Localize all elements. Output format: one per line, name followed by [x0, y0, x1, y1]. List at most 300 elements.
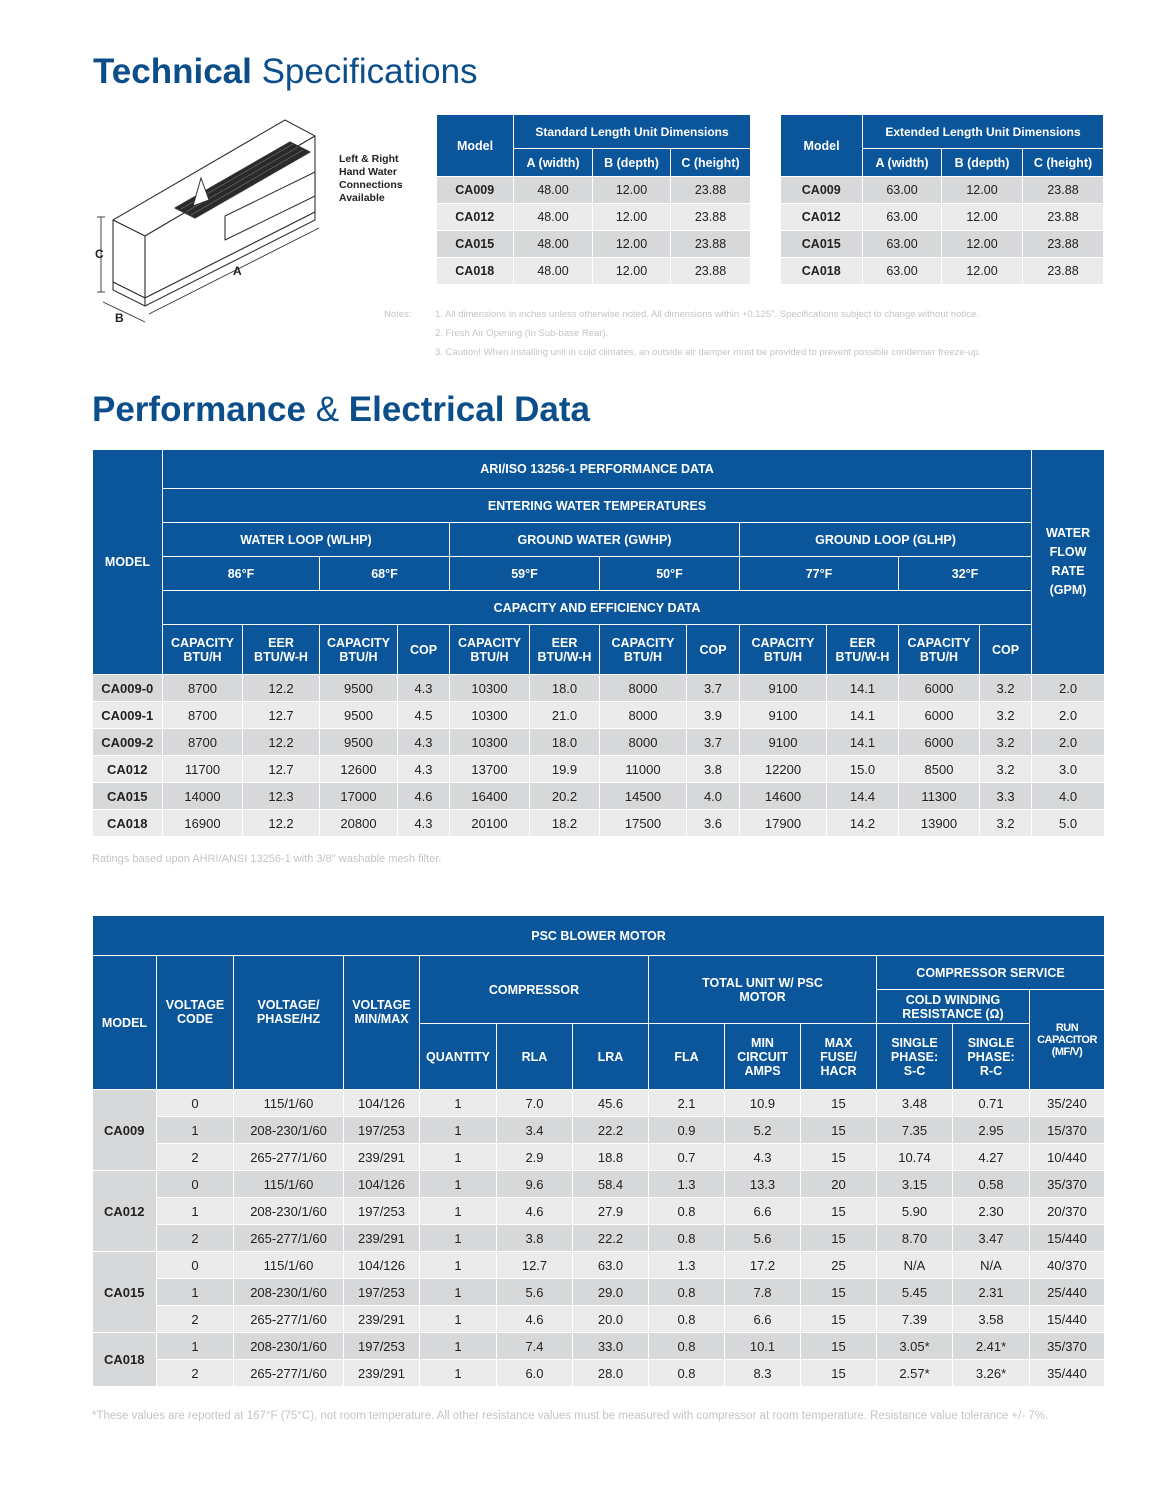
cell: 4.6	[497, 1306, 573, 1333]
subheader-line: CAPACITY	[751, 635, 815, 650]
cell: 8700	[163, 702, 243, 729]
cell: 1	[420, 1279, 497, 1306]
cell: 208-230/1/60	[234, 1198, 344, 1225]
cell: 15	[801, 1333, 877, 1360]
temp-header: 59°F	[450, 557, 600, 591]
cell: 40/370	[1030, 1252, 1105, 1279]
callout-line: Connections	[339, 179, 403, 191]
cell: 12.00	[593, 204, 671, 231]
cell: 25/440	[1030, 1279, 1105, 1306]
table-row	[93, 1360, 1105, 1387]
cell: 4.6	[497, 1198, 573, 1225]
cell: 20	[801, 1171, 877, 1198]
cop-subheader: COP	[980, 625, 1032, 675]
cell: 0	[157, 1090, 234, 1117]
title-light: Specifications	[251, 52, 478, 91]
performance-electrical-title	[92, 390, 590, 430]
model-cell: CA018	[93, 1333, 157, 1387]
cell: 20800	[320, 810, 398, 837]
cell: 3.58	[953, 1306, 1030, 1333]
subheader-line: EER	[551, 635, 578, 650]
subheader-line: CAPACITY	[458, 635, 521, 650]
cell: 3.48	[877, 1090, 953, 1117]
model-cell: CA009-1	[93, 702, 163, 729]
cell: 0.9	[649, 1117, 725, 1144]
cell: 10300	[450, 702, 530, 729]
cell: 1	[420, 1360, 497, 1387]
cell: CA009	[437, 177, 514, 204]
subheader-line: CAPACITY	[611, 635, 675, 650]
cell: 5.0	[1032, 810, 1105, 837]
run-capacitor-header: RUN CAPACITOR (MF/V)	[1030, 990, 1105, 1090]
cell: 2	[157, 1225, 234, 1252]
cell: 48.00	[514, 258, 593, 285]
extended-dimensions-header: Extended Length Unit Dimensions	[863, 115, 1104, 149]
cell: 23.88	[1023, 177, 1104, 204]
cell: 20.0	[573, 1306, 649, 1333]
standard-length-dimensions-table	[436, 114, 751, 285]
cell: 3.8	[687, 756, 740, 783]
lra-header: LRA	[573, 1024, 649, 1090]
subheader-line: CAPACITY	[327, 635, 390, 650]
subheader-line: BTU/W-H	[835, 649, 890, 664]
notes-label: Notes:	[384, 309, 412, 320]
cell: 115/1/60	[234, 1171, 344, 1198]
table-row	[93, 702, 1105, 729]
cell: 1	[157, 1198, 234, 1225]
temp-header: 50°F	[600, 557, 740, 591]
subheader-line: BTU/W-H	[537, 649, 592, 664]
cell: 0.8	[649, 1306, 725, 1333]
ground-loop-header: GROUND LOOP (GLHP)	[740, 523, 1032, 557]
cell: 1	[157, 1333, 234, 1360]
quantity-header: QUANTITY	[420, 1024, 497, 1090]
cell: 14600	[740, 783, 827, 810]
cop-subheader: COP	[687, 625, 740, 675]
cell: 15/440	[1030, 1225, 1105, 1252]
table-row	[93, 756, 1105, 783]
cell: 6000	[899, 702, 980, 729]
table-row	[781, 231, 1104, 258]
cell: 3.2	[980, 756, 1032, 783]
title-bold-1: Performance	[92, 390, 306, 429]
temp-header: 86°F	[163, 557, 320, 591]
cell: 115/1/60	[234, 1090, 344, 1117]
voltage-code-header: VOLTAGE CODE	[157, 956, 234, 1090]
eer-subheader	[530, 625, 600, 675]
cell: 8000	[600, 675, 687, 702]
cell: 1	[420, 1333, 497, 1360]
cell: 35/370	[1030, 1171, 1105, 1198]
table-row	[781, 177, 1104, 204]
cell: 14.4	[827, 783, 899, 810]
cell: 3.3	[980, 783, 1032, 810]
cell: 14000	[163, 783, 243, 810]
cell: 23.88	[671, 204, 751, 231]
cell: 239/291	[344, 1225, 420, 1252]
cell: 4.3	[398, 810, 450, 837]
total-unit-header: TOTAL UNIT W/ PSC MOTOR	[649, 956, 877, 1024]
subheader-line: EER	[849, 635, 876, 650]
cell: 7.8	[725, 1279, 801, 1306]
cell: 1	[420, 1198, 497, 1225]
eer-subheader	[243, 625, 320, 675]
table-row	[437, 258, 751, 285]
cell: 7.39	[877, 1306, 953, 1333]
cell: 8.3	[725, 1360, 801, 1387]
cell: 15/370	[1030, 1117, 1105, 1144]
cell: 12.2	[243, 675, 320, 702]
cell: 18.8	[573, 1144, 649, 1171]
cell: 17500	[600, 810, 687, 837]
cell: 7.35	[877, 1117, 953, 1144]
cell: CA012	[781, 204, 863, 231]
cell: 12.7	[243, 756, 320, 783]
cell: 2.31	[953, 1279, 1030, 1306]
cell: 22.2	[573, 1225, 649, 1252]
subheader-line: BTU/W-H	[254, 649, 308, 664]
cell: 6.6	[725, 1306, 801, 1333]
cell: 14.2	[827, 810, 899, 837]
table-row	[93, 675, 1105, 702]
table-row	[93, 1252, 1105, 1279]
model-cell: CA012	[93, 756, 163, 783]
cell: 2.0	[1032, 702, 1105, 729]
capacity-efficiency-header: CAPACITY AND EFFICIENCY DATA	[163, 591, 1032, 625]
cell: 5.6	[725, 1225, 801, 1252]
cell: 29.0	[573, 1279, 649, 1306]
cell: 17900	[740, 810, 827, 837]
col-b-depth: B (depth)	[593, 149, 671, 177]
cell: 3.7	[687, 675, 740, 702]
cell: 48.00	[514, 204, 593, 231]
cell: 12.00	[942, 258, 1023, 285]
cell: 1	[157, 1279, 234, 1306]
cell: 9100	[740, 729, 827, 756]
single-phase-rc-header: SINGLE PHASE: R-C	[953, 1024, 1030, 1090]
cell: 12.00	[593, 177, 671, 204]
cell: 1	[420, 1252, 497, 1279]
cell: 1	[420, 1117, 497, 1144]
cell: 265-277/1/60	[234, 1144, 344, 1171]
cell: 3.2	[980, 729, 1032, 756]
cell: 3.26*	[953, 1360, 1030, 1387]
cell: 13900	[899, 810, 980, 837]
ari-header: ARI/ISO 13256-1 PERFORMANCE DATA	[163, 450, 1032, 489]
cell: 3.4	[497, 1117, 573, 1144]
cell: 12600	[320, 756, 398, 783]
cell: 197/253	[344, 1198, 420, 1225]
col-b-depth: B (depth)	[942, 149, 1023, 177]
cell: 10/440	[1030, 1144, 1105, 1171]
capacity-subheader	[450, 625, 530, 675]
cell: 5.90	[877, 1198, 953, 1225]
cell: CA018	[437, 258, 514, 285]
table-row	[93, 1171, 1105, 1198]
model-cell: CA009	[93, 1090, 157, 1171]
cell: 4.0	[1032, 783, 1105, 810]
cell: 10.9	[725, 1090, 801, 1117]
cell: 208-230/1/60	[234, 1333, 344, 1360]
cell: 10300	[450, 729, 530, 756]
cell: 3.47	[953, 1225, 1030, 1252]
cell: 11300	[899, 783, 980, 810]
model-header: Model	[781, 115, 863, 177]
note-line: 3. Caution! When installing unit in cold climates, an outside air damper must be provided to prevent possible condenser freeze-up.	[435, 347, 982, 358]
model-cell: CA018	[93, 810, 163, 837]
cell: 208-230/1/60	[234, 1279, 344, 1306]
technical-specifications-title	[93, 52, 478, 92]
cell: 14.1	[827, 702, 899, 729]
cell: 2.0	[1032, 729, 1105, 756]
cell: 7.4	[497, 1333, 573, 1360]
cell: 13700	[450, 756, 530, 783]
cell: 6.0	[497, 1360, 573, 1387]
model-cell: CA015	[93, 1252, 157, 1333]
cell: 20100	[450, 810, 530, 837]
cell: 2.0	[1032, 675, 1105, 702]
cell: 2.41*	[953, 1333, 1030, 1360]
capacity-subheader	[740, 625, 827, 675]
cell: 63.00	[863, 204, 942, 231]
cell: 3.2	[980, 810, 1032, 837]
cell: 5.2	[725, 1117, 801, 1144]
cell: 0.8	[649, 1360, 725, 1387]
model-cell: CA015	[93, 783, 163, 810]
subheader-line: BTU/H	[339, 649, 378, 664]
cell: 23.88	[1023, 204, 1104, 231]
cell: CA015	[781, 231, 863, 258]
cell: 0.71	[953, 1090, 1030, 1117]
cell: 11700	[163, 756, 243, 783]
cell: 5.45	[877, 1279, 953, 1306]
single-phase-sc-header: SINGLE PHASE: S-C	[877, 1024, 953, 1090]
table-row	[93, 810, 1105, 837]
cell: 3.2	[980, 702, 1032, 729]
subheader-line: CAPACITY	[171, 635, 234, 650]
cell: 15	[801, 1360, 877, 1387]
title-bold-2: Electrical Data	[348, 390, 591, 429]
cell: 7.0	[497, 1090, 573, 1117]
cell: 12.00	[942, 231, 1023, 258]
cell: 10.1	[725, 1333, 801, 1360]
cell: 265-277/1/60	[234, 1225, 344, 1252]
subheader-line: BTU/H	[763, 649, 803, 664]
cell: CA012	[437, 204, 514, 231]
cell: 3.6	[687, 810, 740, 837]
cell: 27.9	[573, 1198, 649, 1225]
dimension-b-label: B	[115, 311, 124, 325]
note-line: 1. All dimensions in inches unless otherwise noted. All dimensions within +0.125". Specifications subject to change without notice.	[435, 309, 979, 320]
cell: 23.88	[1023, 258, 1104, 285]
cell: 14500	[600, 783, 687, 810]
cell: 1	[420, 1171, 497, 1198]
dimension-a-label: A	[233, 264, 242, 278]
cell: 12.7	[497, 1252, 573, 1279]
col-c-height: C (height)	[1023, 149, 1104, 177]
cell: 12.2	[243, 729, 320, 756]
cell: 1	[420, 1090, 497, 1117]
table-row	[93, 729, 1105, 756]
cell: 12.2	[243, 810, 320, 837]
cell: 1	[420, 1144, 497, 1171]
capacity-subheader	[163, 625, 243, 675]
cell: 15	[801, 1225, 877, 1252]
cell: 1	[157, 1117, 234, 1144]
cell: 8700	[163, 729, 243, 756]
fla-header: FLA	[649, 1024, 725, 1090]
col-c-height: C (height)	[671, 149, 751, 177]
model-header: MODEL	[93, 450, 163, 675]
extended-length-dimensions-table	[780, 114, 1104, 285]
cell: 15	[801, 1144, 877, 1171]
cell: 4.0	[687, 783, 740, 810]
cell: 197/253	[344, 1333, 420, 1360]
cell: 265-277/1/60	[234, 1306, 344, 1333]
cell: 9100	[740, 675, 827, 702]
subheader-line: CAPACITY	[907, 635, 971, 650]
cell: 3.0	[1032, 756, 1105, 783]
cell: 12.00	[942, 204, 1023, 231]
cell: 0.58	[953, 1171, 1030, 1198]
cell: 0	[157, 1171, 234, 1198]
cell: 6000	[899, 675, 980, 702]
voltage-phase-header: VOLTAGE/ PHASE/HZ	[234, 956, 344, 1090]
cell: 239/291	[344, 1360, 420, 1387]
cell: 15/440	[1030, 1306, 1105, 1333]
col-a-width: A (width)	[514, 149, 593, 177]
resistance-footnote: *These values are reported at 167°F (75°C), not room temperature. All other resistance values must be measured with compressor at room temperature. Resistance value tolerance +/- 7%.	[92, 1410, 1049, 1422]
cell: 48.00	[514, 177, 593, 204]
cell: 6.6	[725, 1198, 801, 1225]
subheader-line: BTU/H	[183, 649, 222, 664]
cell: 1	[420, 1225, 497, 1252]
table-row	[93, 1144, 1105, 1171]
cell: 23.88	[671, 258, 751, 285]
min-circuit-header: MIN CIRCUIT AMPS	[725, 1024, 801, 1090]
cell: 35/370	[1030, 1333, 1105, 1360]
cell: 2.95	[953, 1117, 1030, 1144]
cell: 104/126	[344, 1171, 420, 1198]
ground-water-header: GROUND WATER (GWHP)	[450, 523, 740, 557]
cell: 3.8	[497, 1225, 573, 1252]
cell: 115/1/60	[234, 1252, 344, 1279]
cell: 18.0	[530, 675, 600, 702]
cell: 35/240	[1030, 1090, 1105, 1117]
table-row	[437, 204, 751, 231]
cell: 15	[801, 1090, 877, 1117]
cell: 15.0	[827, 756, 899, 783]
cell: 8000	[600, 729, 687, 756]
entering-water-header: ENTERING WATER TEMPERATURES	[163, 489, 1032, 523]
cell: 12.00	[593, 231, 671, 258]
cell: 15	[801, 1279, 877, 1306]
cell: 3.2	[980, 675, 1032, 702]
cell: 9500	[320, 675, 398, 702]
cell: 0.8	[649, 1198, 725, 1225]
table-row	[93, 1279, 1105, 1306]
cell: 4.3	[398, 675, 450, 702]
cell: 4.3	[398, 729, 450, 756]
cell: 48.00	[514, 231, 593, 258]
cell: 23.88	[1023, 231, 1104, 258]
cell: 10.74	[877, 1144, 953, 1171]
ratings-note: Ratings based upon AHRI/ANSI 13256-1 with 3/8" washable mesh filter.	[92, 853, 442, 865]
cell: CA015	[437, 231, 514, 258]
cell: 25	[801, 1252, 877, 1279]
subheader-line: BTU/H	[623, 649, 663, 664]
cell: 2.1	[649, 1090, 725, 1117]
cell: 208-230/1/60	[234, 1117, 344, 1144]
cell: 63.00	[863, 177, 942, 204]
cell: 2.57*	[877, 1360, 953, 1387]
cell: 104/126	[344, 1252, 420, 1279]
table-row	[781, 204, 1104, 231]
cell: 16400	[450, 783, 530, 810]
cell: 0.7	[649, 1144, 725, 1171]
cell: 12.00	[593, 258, 671, 285]
model-cell: CA009-2	[93, 729, 163, 756]
cell: 58.4	[573, 1171, 649, 1198]
cell: 20.2	[530, 783, 600, 810]
psc-title: PSC BLOWER MOTOR	[93, 916, 1105, 956]
table-row	[437, 177, 751, 204]
table-row	[93, 1198, 1105, 1225]
temp-header: 32°F	[899, 557, 1032, 591]
cell: 11000	[600, 756, 687, 783]
table-row	[93, 1090, 1105, 1117]
cell: 0.8	[649, 1279, 725, 1306]
cell: 4.5	[398, 702, 450, 729]
temp-header: 68°F	[320, 557, 450, 591]
water-loop-header: WATER LOOP (WLHP)	[163, 523, 450, 557]
cell: 12.00	[942, 177, 1023, 204]
callout-line: Left & Right	[339, 153, 399, 165]
cell: 8700	[163, 675, 243, 702]
capacity-subheader	[320, 625, 398, 675]
cell: 4.27	[953, 1144, 1030, 1171]
cell: 9500	[320, 702, 398, 729]
cell: 28.0	[573, 1360, 649, 1387]
cell: 9100	[740, 702, 827, 729]
cell: 197/253	[344, 1279, 420, 1306]
cell: 13.3	[725, 1171, 801, 1198]
performance-data-table	[92, 449, 1105, 837]
temp-header: 77°F	[740, 557, 899, 591]
cell: 15	[801, 1306, 877, 1333]
cell: 20/370	[1030, 1198, 1105, 1225]
cell: 6000	[899, 729, 980, 756]
cold-winding-header: COLD WINDING RESISTANCE (Ω)	[877, 990, 1030, 1024]
cell: 21.0	[530, 702, 600, 729]
cell: 19.9	[530, 756, 600, 783]
cell: 2.9	[497, 1144, 573, 1171]
water-flow-header: WATER FLOW RATE (GPM)	[1032, 450, 1105, 675]
subheader-line: BTU/H	[470, 649, 509, 664]
cell: 16900	[163, 810, 243, 837]
cell: 63.00	[863, 231, 942, 258]
cell: 45.6	[573, 1090, 649, 1117]
cell: 17.2	[725, 1252, 801, 1279]
cell: 23.88	[671, 177, 751, 204]
voltage-minmax-header: VOLTAGE MIN/MAX	[344, 956, 420, 1090]
subheader-line: EER	[268, 635, 294, 650]
cell: 239/291	[344, 1306, 420, 1333]
cell: 18.2	[530, 810, 600, 837]
cell: 2	[157, 1306, 234, 1333]
capacity-subheader	[600, 625, 687, 675]
table-row	[93, 1333, 1105, 1360]
